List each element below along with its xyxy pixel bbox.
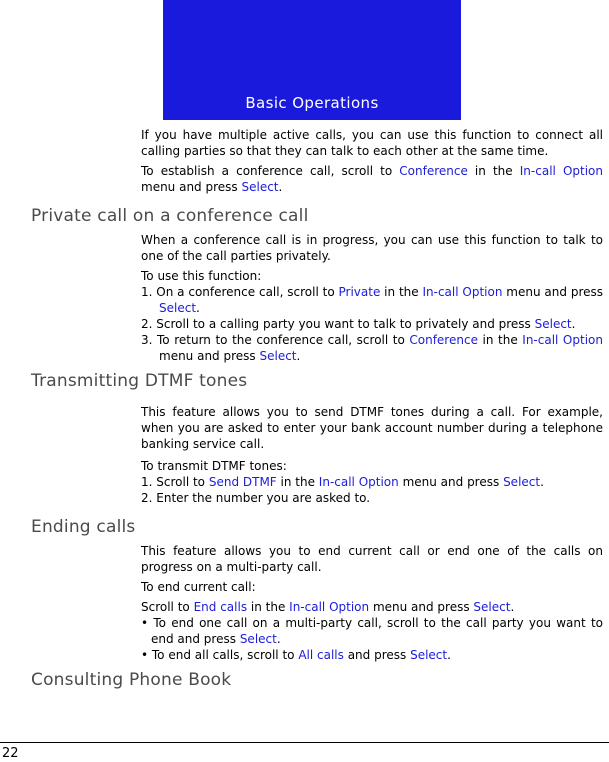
private-step-1: 1. On a conference call, scroll to Private in the In-call Option menu and press Select. bbox=[141, 285, 604, 315]
menu-ref-in-call-option: In-call Option bbox=[519, 164, 603, 178]
heading-ending-calls: Ending calls bbox=[31, 517, 136, 537]
ending-bullet-1: • To end one call on a multi-party call, scroll to the call party you want to end and press Select. bbox=[141, 616, 603, 646]
heading-private-call: Private call on a conference call bbox=[31, 206, 309, 226]
ending-bullet-2: • To end all calls, scroll to All calls and press Select. bbox=[141, 648, 451, 662]
dtmf-transmit-label: To transmit DTMF tones: bbox=[141, 459, 287, 473]
intro-conference-paragraph: To establish a conference call, scroll to Conference in the In-call Option menu and press Select. bbox=[141, 164, 603, 194]
heading-consulting-phone-book: Consulting Phone Book bbox=[31, 670, 232, 690]
ending-calls-text bbox=[141, 543, 603, 663]
private-use-label: To use this function: bbox=[141, 269, 262, 283]
intro-text bbox=[141, 127, 603, 195]
private-intro-paragraph: When a conference call is in progress, you can use this function to talk to one of the call parties privately. bbox=[141, 233, 603, 263]
ending-current-label: To end current call: bbox=[141, 580, 256, 594]
page-number: 22 bbox=[2, 746, 19, 761]
heading-dtmf: Transmitting DTMF tones bbox=[31, 371, 248, 391]
ending-scroll-instruction: Scroll to End calls in the In-call Option menu and press Select. bbox=[141, 600, 515, 614]
section-banner bbox=[163, 0, 461, 120]
private-call-text bbox=[141, 232, 603, 364]
dtmf-text bbox=[141, 404, 603, 506]
private-step-2: 2. Scroll to a calling party you want to talk to privately and press Select. bbox=[141, 317, 576, 331]
intro-paragraph: If you have multiple active calls, you can use this function to connect all calling parties so that they can talk to each other at the same time. bbox=[141, 128, 603, 158]
menu-ref-conference: Conference bbox=[399, 164, 468, 178]
dtmf-step-2: 2. Enter the number you are asked to. bbox=[141, 491, 371, 505]
dtmf-intro-paragraph: This feature allows you to send DTMF tones during a call. For example, when you are asked to enter your bank account number during a telephone banking service call. bbox=[141, 405, 603, 451]
banner-title: Basic Operations bbox=[245, 94, 379, 112]
footer-divider bbox=[0, 742, 609, 743]
ending-intro-paragraph: This feature allows you to end current call or end one of the calls on progress on a multi-party call. bbox=[141, 544, 603, 574]
private-step-3: 3. To return to the conference call, scroll to Conference in the In-call Option menu and press Select. bbox=[141, 333, 603, 363]
menu-ref-select: Select bbox=[241, 180, 279, 194]
dtmf-step-1: 1. Scroll to Send DTMF in the In-call Option menu and press Select. bbox=[141, 475, 544, 489]
